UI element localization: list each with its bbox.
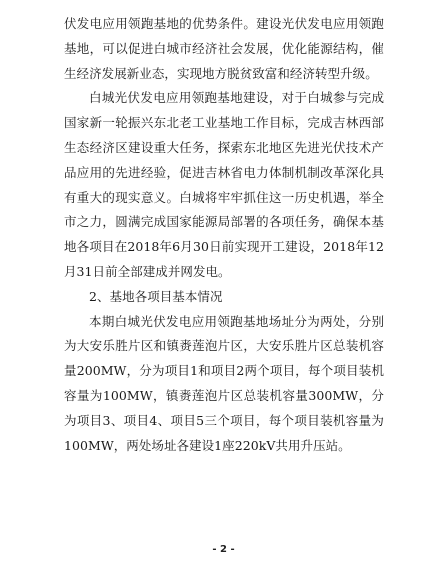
paragraph-continued: 伏发电应用领跑基地的优势条件。建设光伏发电应用领跑基地，可以促进白城市经济社会发展，优化能源结构，催生经济发展新业态，实现地方脱贫致富和经济转型升级。 <box>64 16 384 81</box>
paragraph-project-overview: 本期白城光伏发电应用领跑基地场址分为两处，分别为大安乐胜片区和镇赉莲泡片区，大安乐胜片区总装机容量200MW，分为项目1和项目2两个项目，每个项目装机容量为100MW，镇赉莲泡片区总装机容量300MW，分为项目3、项目4、项目5三个项目，每个项目装机容量为100MW，两处场址各建设1座220kV共用升压站。 <box>64 313 384 453</box>
document-body <box>64 12 384 458</box>
paragraph-significance: 白城光伏发电应用领跑基地建设，对于白城参与完成国家新一轮振兴东北老工业基地工作目标，完成吉林西部生态经济区建设重大任务，探索东北地区先进光伏技术产品应用的先进经验，促进吉林省电力体制机制改革深化具有重大的现实意义。白城将牢牢抓住这一历史机遇，举全市之力，圆满完成国家能源局部署的各项任务，确保本基地各项目在2018年6月30日前实现开工建设，2018年12月31日前全部建成并网发电。 <box>64 90 384 279</box>
section-heading: 2、基地各项目基本情况 <box>89 288 223 304</box>
page-number: - 2 - <box>212 544 235 555</box>
